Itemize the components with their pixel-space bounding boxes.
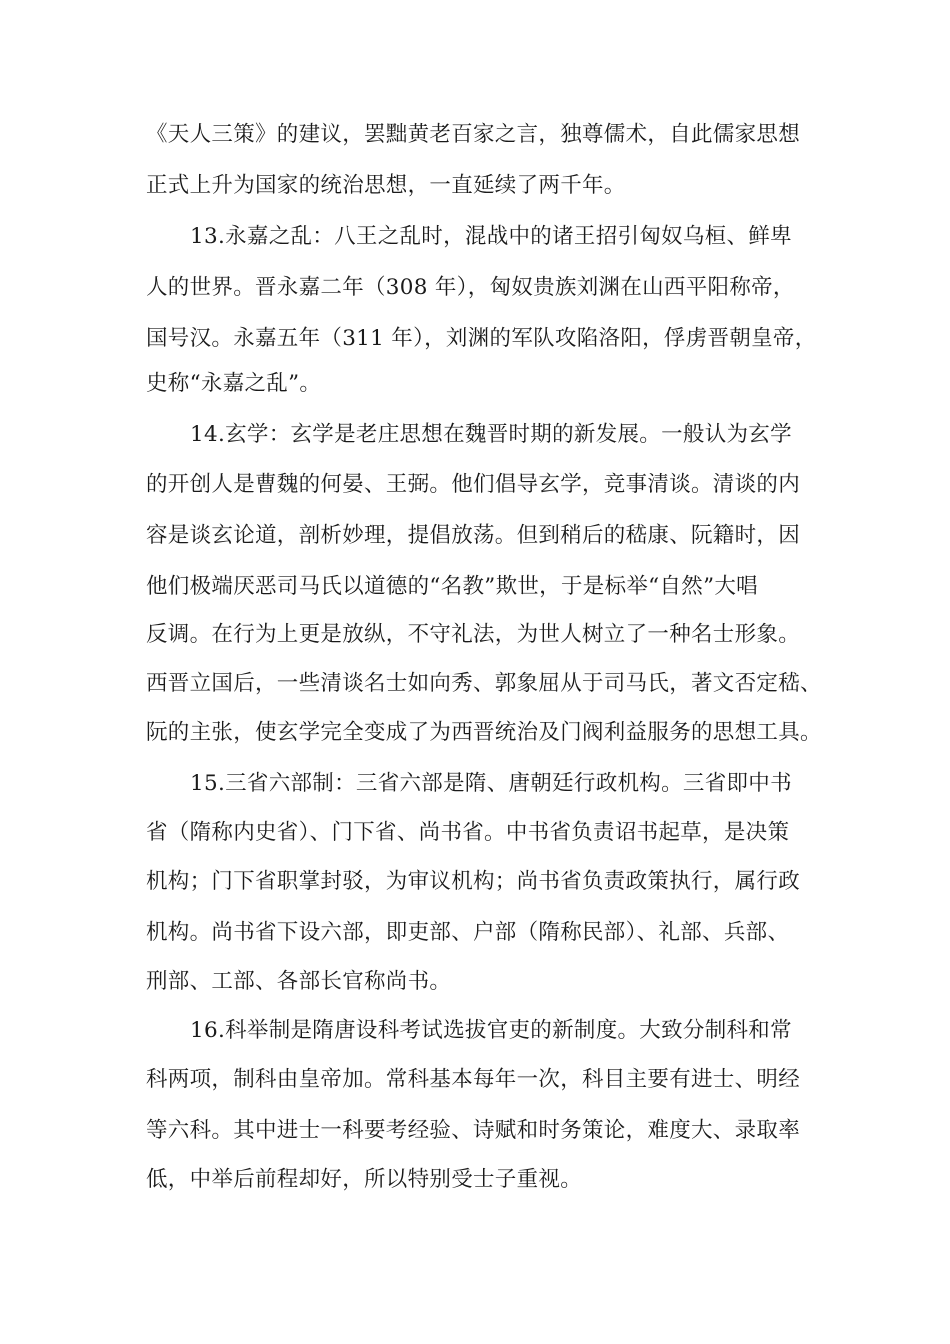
- paragraph-line: 等六科。其中进士一科要考经验、诗赋和时务策论，难度大、录取率: [146, 1118, 801, 1143]
- paragraph-line: 他们极端厌恶司马氏以道德的“名教”欺世，于是标举“自然”大唱: [146, 574, 758, 599]
- paragraph-line: 省（隋称内史省）、门下省、尚书省。中书省负责诏书起草，是决策: [146, 820, 790, 845]
- paragraph-line: 人的世界。晋永嘉二年（308 年），匈奴贵族刘渊在山西平阳称帝，: [146, 275, 795, 300]
- paragraph-line: 机构。尚书省下设六部，即吏部、户部（隋称民部）、礼部、兵部、: [146, 920, 790, 945]
- paragraph-line: 《天人三策》的建议，罢黜黄老百家之言，独尊儒术，自此儒家思想: [146, 122, 801, 147]
- paragraph-line: 容是谈玄论道，剖析妙理，提倡放荡。但到稍后的嵇康、阮籍时，因: [146, 523, 801, 548]
- paragraph-line: 机构；门下省职掌封驳，为审议机构；尚书省负责政策执行，属行政: [146, 869, 801, 894]
- paragraph-first-line: 15.三省六部制：三省六部是隋、唐朝廷行政机构。三省即中书: [190, 771, 792, 796]
- paragraph-line: 低，中举后前程却好，所以特别受士子重视。: [146, 1167, 583, 1192]
- paragraph-first-line: 13.永嘉之乱：八王之乱时，混战中的诸王招引匈奴乌桓、鲜卑: [190, 224, 792, 249]
- paragraph-line: 科两项，制科由皇帝加。常科基本每年一次，科目主要有进士、明经: [146, 1067, 801, 1092]
- paragraph-line: 国号汉。永嘉五年（311 年），刘渊的军队攻陷洛阳，俘虏晋朝皇帝，: [146, 326, 817, 351]
- paragraph-line: 反调。在行为上更是放纵，不守礼法，为世人树立了一种名士形象。: [146, 622, 801, 647]
- paragraph-line: 阮的主张，使玄学完全变成了为西晋统治及门阀利益服务的思想工具。: [146, 720, 822, 745]
- paragraph-line: 西晋立国后，一些清谈名士如向秀、郭象屈从于司马氏，著文否定嵇、: [146, 671, 822, 696]
- paragraph-line: 正式上升为国家的统治思想，一直延续了两千年。: [146, 173, 626, 198]
- paragraph-line: 史称“永嘉之乱”。: [146, 371, 322, 396]
- paragraph-line: 刑部、工部、各部长官称尚书。: [146, 969, 452, 994]
- paragraph-first-line: 14.玄学：玄学是老庄思想在魏晋时期的新发展。一般认为玄学: [190, 422, 792, 447]
- paragraph-line: 的开创人是曹魏的何晏、王弼。他们倡导玄学，竞事清谈。清谈的内: [146, 472, 801, 497]
- paragraph-first-line: 16.科举制是隋唐设科考试选拔官吏的新制度。大致分制科和常: [190, 1018, 792, 1043]
